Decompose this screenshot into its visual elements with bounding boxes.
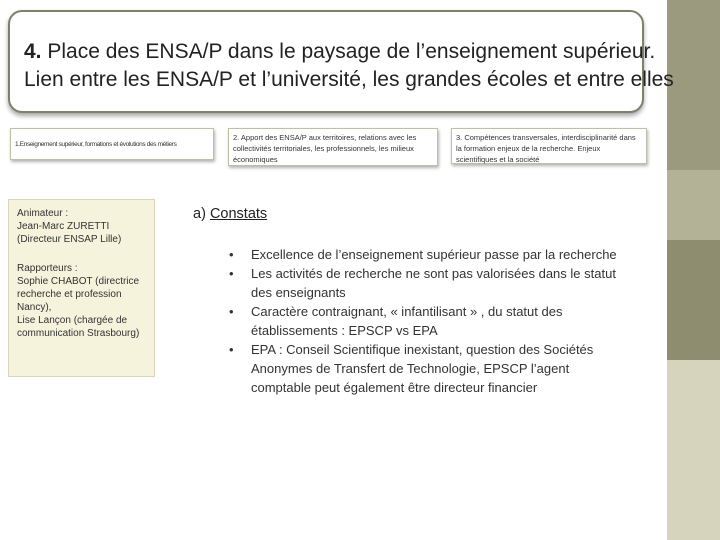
theme-box-2: 2. Apport des ENSA/P aux territoires, relations avec les collectivités territoriales, les professionnels, les milieux économiques <box>228 128 438 166</box>
bullet-icon: • <box>229 304 234 319</box>
theme-box-3: 3. Compétences transversales, interdisciplinarité dans la formation enjeux de la recherche. Enjeux scientifiques et la société <box>451 128 647 164</box>
slide-title-line-2: Lien entre les ENSA/P et l’université, les grandes écoles et entre elles <box>24 68 674 91</box>
side-band-segment <box>667 360 720 540</box>
section-prefix: a) <box>193 206 206 222</box>
rapporteurs-label: Rapporteurs : <box>17 263 78 274</box>
speakers-panel <box>8 199 155 377</box>
slide-title-text-1: Place des ENSA/P dans le paysage de l’enseignement supérieur. <box>47 40 656 63</box>
rapporteur-1: Sophie CHABOT (directrice recherche et profession Nancy), <box>17 276 140 313</box>
theme-box-1: 1.Enseignement supérieur, formations et évolutions des métiers <box>10 128 214 160</box>
side-band-segment <box>667 170 720 240</box>
side-band-segment <box>667 240 720 360</box>
slide-title-number: 4. <box>24 40 42 63</box>
list-item <box>229 264 624 302</box>
list-item <box>229 340 624 397</box>
list-item-text: Excellence de l’enseignement supérieur passe par la recherche <box>251 247 617 262</box>
list-item <box>229 302 624 340</box>
bullet-icon: • <box>229 247 234 262</box>
side-band-segment <box>667 0 720 170</box>
bullet-icon: • <box>229 266 234 281</box>
list-item-text: Les activités de recherche ne sont pas valorisées dans le statut des enseignants <box>251 266 616 300</box>
bullet-icon: • <box>229 342 234 357</box>
list-item <box>229 245 624 264</box>
section-heading <box>193 206 267 222</box>
list-item-text: Caractère contraignant, « infantilisant » , du statut des établissements : EPSCP vs EPA <box>251 304 563 338</box>
decorative-side-band <box>667 0 720 540</box>
animateur-role: (Directeur ENSAP Lille) <box>17 234 122 245</box>
constats-list <box>229 245 624 397</box>
slide-title-box <box>8 10 674 113</box>
rapporteur-2: Lise Lançon (chargée de communication Strasbourg) <box>17 315 140 339</box>
animateur-name: Jean-Marc ZURETTI <box>17 221 110 232</box>
section-title: Constats <box>209 206 268 222</box>
slide-title-line-1 <box>24 40 655 64</box>
list-item-text: EPA : Conseil Scientifique inexistant, question des Sociétés Anonymes de Transfert de Technologie, EPSCP l’agent comptable peut également être directeur financier <box>251 342 594 395</box>
animateur-label: Animateur : <box>17 208 69 219</box>
